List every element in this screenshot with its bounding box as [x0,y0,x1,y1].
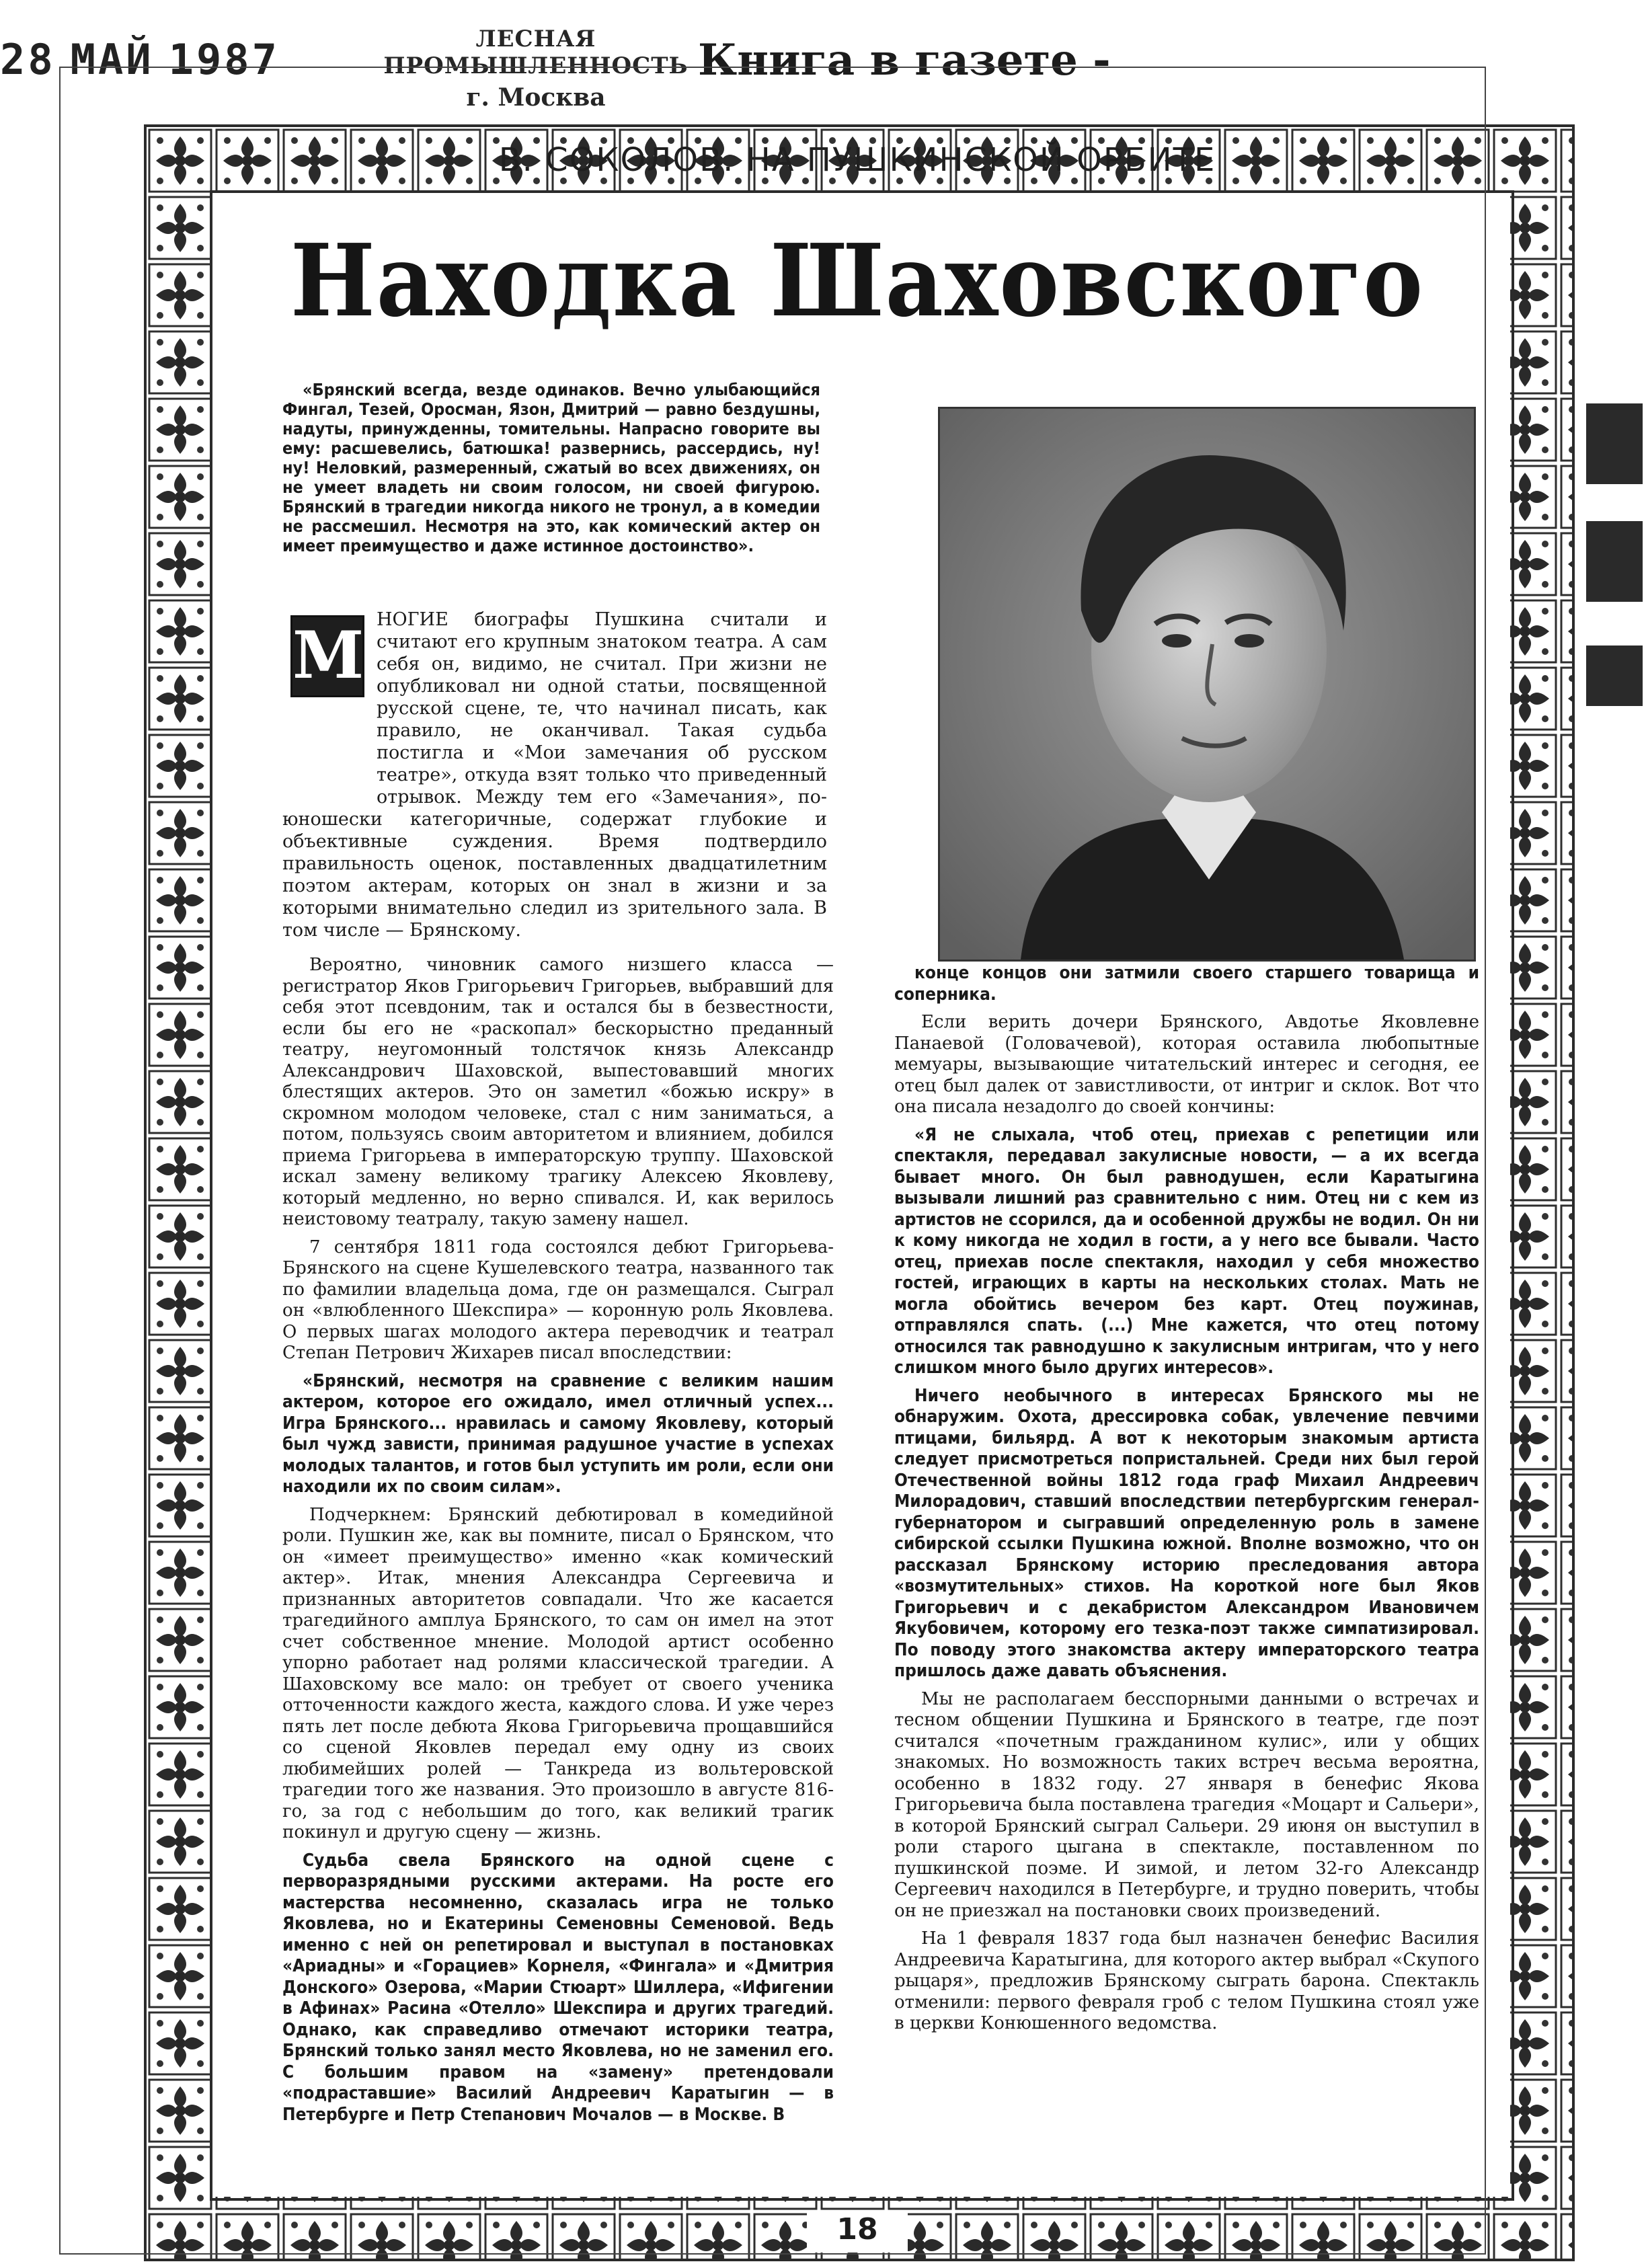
lead-text: НОГИЕ биографы Пушкина считали и считают его крупным знатоком театра. А сам себя он, видимо, не считал. При жизни не опубликовал ни одной статьи, посвященной русской сцене, те, что начинал писать, как правило, не оканчивал. Такая судьба постигла и «Мои замечания об русском театре», откуда взят только что приведенный отрывок. Между тем его «Замечания», по-юношески категоричные, содержат глубокие и объективные суждения. Время подтвердило правильность оценок, поставленных двадцатилетним поэтом актерам, которых он знал в жизни и за которыми внимательно следил из зрительного зала. В том числе — Брянскому. [282,609,827,941]
date-year: 1987 [168,35,280,84]
drop-cap: М [290,615,364,697]
paragraph: конце концов они затмили своего старшего товарища и соперника. [894,963,1479,1005]
date-month: МАЙ [70,35,154,84]
paragraph: Судьба свела Брянского на одной сцене с перворазрядными русскими актерами. На росте его мастерства несомненно, сказалась игра не только Яковлева, но и Екатерины Семеновны Семеновой. Ведь именно с ней он репетировал и выступал в постановках «Ариадны» и «Горациев» Корнеля, «Фингала» и «Дмитрия Донского» Озерова, «Марии Стюарт» Шиллера, «Ифигении в Афинах» Расина «Отелло» Шекспира и других трагедий. Однако, как справедливо отмечают историки театра, Брянский только занял место Яковлева, но не заменил его. С большим правом на «замену» претендовали «подраставшие» Василий Андреевич Каратыгин — в Петербурге и Петр Степанович Мочалов — в Москве. В [282,1850,834,2125]
adjacent-clipping-edge [1577,377,1646,2246]
publication-city: г. Москва [466,83,606,112]
page-number: 18 [807,2212,908,2253]
lead-paragraph [282,609,827,958]
paragraph: Если верить дочери Брянского, Авдотье Яковлевне Панаевой (Головачевой), которая оставила любопытные мемуары, вызывающие читательский интерес и сегодня, ее отец был далек от завистливости, от интриг и склок. Вот что она писала незадолго до своей кончины: [894,1012,1479,1117]
date-day: 28 [0,35,56,84]
paragraph: «Я не слыхала, чтоб отец, приехав с репетиции или спектакля, передавал закулисные новости, — а их всегда бывает много. Он был равнодушен, если Каратыгина вызывали лишний раз сравнительно с ним. Отец ни с кем из артистов не ссорился, да и особенной дружбы не водил. Он ни к кому никогда не ходил в гости, а у него все бывали. Часто отец, приехав после спектакля, находил у себя множество гостей, играющих в карты на нескольких столах. Мать не могла обойтись вечером без карт. Отец поужинав, отправлялся спать. (...) Мне кажется, что отец потому относился так равнодушно к закулисным интригам, что у него слишком много было других интересов». [894,1124,1479,1378]
portrait-illustration [938,407,1476,962]
article-title: Находка Шаховского [290,222,1425,339]
publication-name: ЛЕСНАЯ ПРОМЫШЛЕННОСТЬ [383,26,689,79]
paragraph: «Брянский, несмотря на сравнение с великим нашим актером, которое его ожидало, имел отличный успех... Игра Брянского... нравилась и самому Яковлеву, который был чужд зависти, принимая радушное участие в успехах молодых талантов, и готов был уступить им роли, если они находили их по своим силам». [282,1370,834,1497]
paragraph: Вероятно, чиновник самого низшего класса — регистратор Яков Григорьевич Григорьев, выбравший для себя этот псевдоним, так и остался бы в безвестности, если бы его не «раскопал» бескорыстно преданный театру, неугомонный толстячок князь Александр Александрович Шаховской, выпестовавший многих блестящих актеров. Это он заметил «божью искру» в скромном молодом человеке, стал с ним заниматься, а потом, пользуясь своим авторитетом и влиянием, добился приема Григорьева в императорскую труппу. Шаховской искал замену великому трагику Алексею Яковлеву, который медленно, но верно спивался. И, как верилось неистовому театралу, такую замену нашел. [282,955,834,1229]
paragraph: Ничего необычного в интересах Брянского мы не обнаружим. Охота, дрессировка собак, увлечение певчими птицами, бильярд. А вот к некоторым знакомым артиста следует присмотреться попристальней. Среди них был герой Отечественной войны 1812 года граф Михаил Андреевич Милорадович, ставший впоследствии петербургским генерал-губернатором и сыгравший определенную роль в замене сибирской ссылки Пушкина южной. Вполне возможно, что он рассказал Брянскому историю преследования автора «возмутительных» стихов. На короткой ноге был Яков Григорьевич и с декабристом Александром Ивановичем Якубовичем, которому его тезка-поэт также симпатизировал. По поводу этого знакомства актеру императорского театра пришлось даже давать объяснения. [894,1385,1479,1681]
portrait-engraving [940,409,1474,960]
paragraph: 7 сентября 1811 года состоялся дебют Григорьева-Брянского на сцене Кушелевского театра, названного так по фамилии владельца дома, где он размещался. Сыграл он «влюбленного Шекспира» — коронную роль Яковлева. О первых шагах молодого актера переводчик и театрал Степан Петрович Жихарев писал впоследствии: [282,1237,834,1363]
article-rubric: В. СОКОЛОВ. НА ПУШКИНСКОЙ ОРБИТЕ [498,141,1216,179]
publication-stamp [378,26,694,112]
paragraph: Мы не располагаем бесспорными данными о встречах и тесном общении Пушкина и Брянского в театре, где поэт считался «почетным гражданином кулис», или у общих знакомых. Но возможность таких встреч весьма вероятна, особенно в 1832 году. 27 января в бенефис Якова Григорьевича была поставлена трагедия «Моцарт и Сальери», в которой Брянский сыграл Сальери. 29 июня он выступил в роли старого цыгана в спектакле, поставленном по пушкинской поэме. И зимой, и летом 32-го Александр Сергеевич находился в Петербурге, и трудно поверить, чтобы он не приезжал на постановки своих произведений. [894,1688,1479,1921]
left-column [282,955,834,2172]
epigraph: «Брянский всегда, везде одинаков. Вечно улыбающийся Фингал, Тезей, Оросман, Язон, Дмитрий — равно бездушны, надуты, принужденны, томительны. Напрасно говорите вы ему: расшевелись, батюшка! развернись, рассердись, ну! ну! Неловкий, размеренный, сжатый во всех движениях, он не умеет владеть ни своим голосом, ни своей фигурою. Брянский в трагедии никогда никого не тронул, а в комедии не рассмешил. Несмотря на это, как комический актер он имеет преимущество и даже истинное достоинство». [282,380,820,555]
clipping-date-stamp [0,35,296,91]
series-heading: Книга в газете - [698,35,1111,85]
paragraph: На 1 февраля 1837 года был назначен бенефис Василия Андреевича Каратыгина, для которого актер выбрал «Скупого рыцаря», предложив Брянскому сыграть барона. Спектакль отменили: первого февраля гроб с телом Пушкина стоял уже в церкви Конюшенного ведомства. [894,1928,1479,2033]
right-column [894,963,1479,2173]
paragraph: Подчеркнем: Брянский дебютировал в комедийной роли. Пушкин же, как вы помните, писал о Брянском, что он «имеет преимущество» именно «как комический актер». Итак, мнения Александра Сергеевича и признанных авторитетов совпадали. Что же касается трагедийного амплуа Брянского, то сам он имел на этот счет собственное мнение. Молодой артист особенно упорно работает над ролями классической трагедии. А Шаховскому все мало: он требует от своего ученика отточенности каждого жеста, каждого слова. И уже через пять лет после дебюта Якова Григорьевича прощавшийся со сценой Яковлев передал ему одну из своих любимейших ролей — Танкреда из вольтеровской трагедии того же названия. Это произошло в августе 816-го, за год с небольшим до того, как великий трагик покинул и другую сцену — жизнь. [282,1504,834,1842]
